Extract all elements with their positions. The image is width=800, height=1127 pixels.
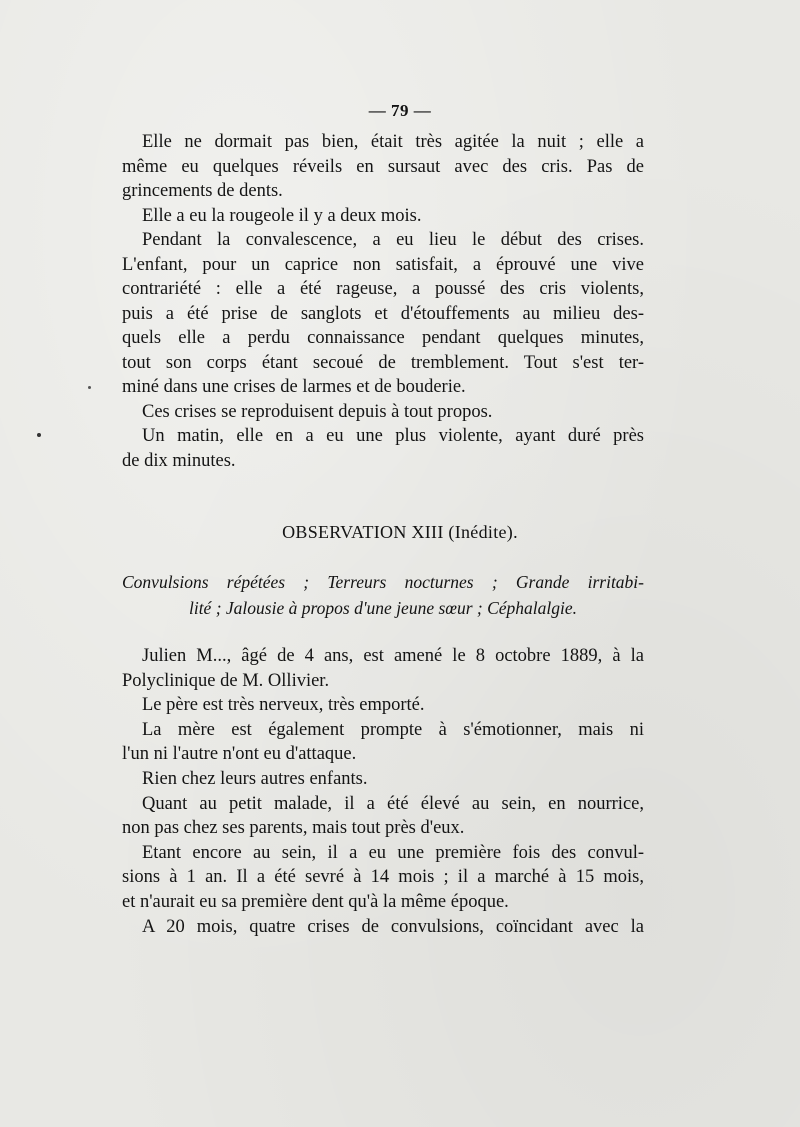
observation-subtitle (122, 569, 644, 621)
subtitle-line: lité ; Jalousie à propos d'une jeune sœur ; Céphalalgie. (188, 598, 578, 618)
text-line: Un matin, elle en a eu une plus violente, ayant duré près (142, 426, 644, 446)
text-line: sions à 1 an. Il a été sevré à 14 mois ; il a marché à 15 mois, (122, 867, 644, 888)
subtitle-line: Convulsions répétées ; Terreurs nocturnes ; Grande irritabi- (122, 572, 644, 592)
text-line: Elle a eu la rougeole il y a deux mois. (142, 205, 422, 226)
text-line: Polyclinique de M. Ollivier. (122, 670, 330, 691)
body-text-section-2 (122, 644, 644, 939)
text-line: L'enfant, pour un caprice non satisfait, a éprouvé une vive (122, 254, 644, 275)
text-line: Etant encore au sein, il a eu une première fois des convul- (142, 842, 644, 863)
observation-title: OBSERVATION XIII (Inédite). (282, 522, 518, 542)
scan-speck (37, 433, 41, 437)
text-line: Julien M..., âgé de 4 ans, est amené le 8 octobre 1889, à la (142, 646, 644, 666)
text-line: de dix minutes. (122, 450, 236, 471)
text-line: Quant au petit malade, il a été élevé au sein, en nourrice, (142, 793, 644, 814)
text-line: La mère est également prompte à s'émotionner, mais ni (142, 719, 644, 740)
text-line: et n'aurait eu sa première dent qu'à la même époque. (122, 891, 509, 912)
text-line: l'un ni l'autre n'ont eu d'attaque. (122, 744, 357, 765)
text-line: puis a été prise de sanglots et d'étouffements au milieu des- (122, 303, 644, 324)
text-line: A 20 mois, quatre crises de convulsions, coïncidant avec la (142, 916, 644, 937)
text-line: contrariété : elle a été rageuse, a poussé des cris violents, (122, 279, 644, 299)
text-line: grincements de dents. (122, 181, 283, 201)
text-line: même eu quelques réveils en sursaut avec des cris. Pas de (122, 156, 644, 177)
page-number: — 79 — (368, 101, 432, 120)
text-line: tout son corps étant secoué de tremblement. Tout s'est ter- (122, 352, 644, 373)
text-line: Elle ne dormait pas bien, était très agitée la nuit ; elle a (142, 132, 644, 152)
text-line: Ces crises se reproduisent depuis à tout propos. (142, 401, 493, 422)
scan-speck (88, 386, 91, 389)
text-line: Le père est très nerveux, très emporté. (142, 695, 425, 716)
text-line: miné dans une crises de larmes et de bouderie. (122, 377, 466, 397)
text-line: Rien chez leurs autres enfants. (142, 768, 368, 789)
text-line: Pendant la convalescence, a eu lieu le début des crises. (142, 230, 644, 250)
text-line: quels elle a perdu connaissance pendant quelques minutes, (122, 328, 644, 348)
text-line: non pas chez ses parents, mais tout près d'eux. (122, 818, 465, 839)
body-text-section-1 (122, 130, 644, 473)
